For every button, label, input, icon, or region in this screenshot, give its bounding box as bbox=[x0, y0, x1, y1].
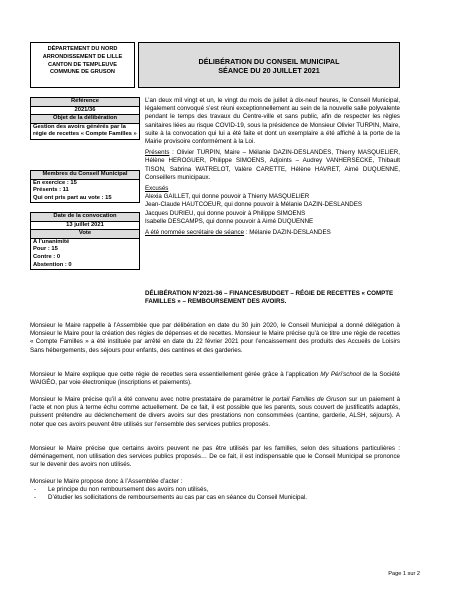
excuse-line: Alexia GAILLET, qui donne pouvoir à Thierry MASQUELIER bbox=[145, 193, 310, 201]
excuses-label: Excusés bbox=[145, 185, 169, 193]
sidebar-membres bbox=[30, 170, 140, 203]
list-item bbox=[30, 494, 400, 502]
excuse-line: Isabelle DESCAMPS, qui donne pouvoir à Aimé DUQUENNE bbox=[145, 217, 314, 225]
convocation-value: 13 juillet 2021 bbox=[30, 222, 140, 231]
list-item-text: D’étudier les sollicitations de remboursements au cas par cas en séance du Conseil Municipal. bbox=[48, 494, 307, 502]
intro-paragraph: L’an deux mil vingt et un, le vingt du mois de juillet à dix-neuf heures, le Conseil Municipal, légalement convoqué s’est réuni exceptionnellement au sein de la nouvelle salle polyvalente pendant le temps des travaux du Centre-ville et sans public, afin de respecter les règles sanitaires liées au risque COVID-19, sous la présidence de Monsieur Olivier TURPIN, Maire, suite à la convocation qui lui a été faite et dont un exemplaire a été affiché à la porte de la Mairie provisoire conformément à la Loi. bbox=[145, 97, 400, 146]
excuses-block bbox=[145, 185, 400, 226]
vote-line: A l’unanimité bbox=[33, 238, 70, 245]
membres-block bbox=[30, 180, 140, 204]
convocation-label: Date de la convocation bbox=[30, 212, 140, 222]
deliberation-title: DÉLIBÉRATION N°2021-36 – FINANCES/BUDGET – RÉGIE DE RECETTES « COMPTE FAMILLES » – REMBOURSEMENT DES AVOIRS. bbox=[145, 290, 394, 306]
sidebar-convocation bbox=[30, 212, 140, 270]
session-details bbox=[145, 97, 400, 240]
presents-label: Présents bbox=[145, 149, 170, 157]
header-line: CANTON DE TEMPLEUVE bbox=[48, 61, 117, 68]
body-paragraph-1: Monsieur le Maire rappelle à l’Assemblée que par délibération en date du 30 juin 2020, le Conseil Municipal a donné délégation à Monsieur le Maire pour la création des régies de dépenses et de recettes. Monsieur le Maire précise qu’à ce titre une régie de recettes « Compte Familles » a été instituée par arrêté en date du 22 février 2021 pour l’encaissement des produits des Accueils de Loisirs Sans hébergements, des séjours pour enfants, des cantines et des garderies. bbox=[30, 322, 400, 354]
header-line: ARRONDISSEMENT DE LILLE bbox=[42, 53, 123, 60]
excuse-line: Jacques DURIEU, qui donne pouvoir à Philippe SIMOENS bbox=[145, 209, 306, 217]
proposal-intro: Monsieur le Maire propose donc à l’Assemblée d’acter : bbox=[30, 478, 183, 485]
page-number: Page 1 sur 2 bbox=[388, 571, 420, 577]
reference-label: Référence bbox=[30, 97, 140, 107]
document-title-box bbox=[138, 42, 400, 88]
administrative-header bbox=[30, 42, 135, 88]
membres-line: Qui ont pris part au vote : 15 bbox=[33, 194, 112, 201]
body-text: Monsieur le Maire précise qu’il a été convenu avec notre prestataire de paramétrer le bbox=[30, 396, 273, 403]
body-text: Monsieur le Maire explique que cette régie de recettes sera essentiellement gérée grâce à l’application bbox=[30, 371, 321, 378]
reference-value: 2021/36 bbox=[30, 107, 140, 116]
list-item-text: Le principe du non remboursement des avoirs non utilisés, bbox=[48, 486, 209, 494]
presents-paragraph bbox=[145, 149, 400, 182]
objet-label: Objet de la délibération bbox=[30, 115, 140, 124]
excuse-line: Jean-Claude HAUTCOEUR, qui donne pouvoir à Mélanie DAZIN-DESLANDES bbox=[145, 201, 362, 209]
document-title: DÉLIBÉRATION DU CONSEIL MUNICIPAL bbox=[198, 57, 340, 66]
header-line: COMMUNE DE GRUSON bbox=[50, 69, 115, 76]
bullet-mark: - bbox=[34, 486, 37, 494]
secretaire-label: A été nommée secrétaire de séance bbox=[145, 229, 245, 237]
portal-name: portail Familles de Gruson bbox=[272, 396, 347, 403]
header-line: DÉPARTEMENT DU NORD bbox=[47, 46, 118, 52]
app-name: My Péri’school bbox=[320, 371, 362, 378]
bullet-mark: - bbox=[34, 494, 37, 502]
secretaire-value: : Mélanie DAZIN-DESLANDES bbox=[244, 229, 331, 237]
body-text: de la Société WAIGÉO, par voie électronique (inscriptions et paiements). bbox=[30, 371, 400, 387]
objet-value: Gestion des avoirs générés par la régie de recettes « Compte Familles » bbox=[30, 124, 140, 140]
sidebar bbox=[30, 97, 140, 140]
presents-text: : Olivier TURPIN, Maire – Mélanie DAZIN-DESLANDES, Thierry MASQUELIER, Hélène HEROGUER, Philippe SIMOENS, Adjoints – Audrey VANHERSECKE, Thibault TISON, Sabrina WATRELOT, Valère CARETTE, Hélène HAVRET, Aimé DUQUENNE, Conseillers municipaux. bbox=[145, 149, 400, 181]
membres-label: Membres du Conseil Municipal bbox=[30, 170, 140, 180]
vote-line: Abstention : 0 bbox=[33, 261, 72, 268]
body-paragraph-5 bbox=[30, 478, 400, 503]
body-paragraph-3 bbox=[30, 396, 400, 429]
body-text: sur un paiement à l’acte et non plus à terme échu comme actuellement. De ce fait, il est possible que les parents, sous couvert de justificatifs adaptés, puissent prétendre au déclenchement de divers avoirs sur des prestations non consommées (cantine, garderie, ALSH, séjours). A noter que ces avoirs peuvent être utilisés sur l’ensemble des services publics proposés. bbox=[30, 396, 401, 428]
vote-line: Contre : 0 bbox=[33, 253, 61, 260]
vote-line: Pour : 15 bbox=[33, 246, 58, 253]
vote-label: Vote bbox=[30, 230, 140, 239]
list-item bbox=[30, 486, 400, 494]
secretaire-paragraph bbox=[145, 229, 400, 237]
session-date: SÉANCE DU 20 JUILLET 2021 bbox=[218, 66, 320, 75]
vote-block bbox=[30, 239, 140, 270]
membres-line: Présents : 11 bbox=[33, 187, 69, 194]
membres-line: En exercice : 15 bbox=[33, 179, 77, 186]
body-paragraph-2 bbox=[30, 371, 400, 387]
body-paragraph-4: Monsieur le Maire précise que certains avoirs peuvent ne pas être utilisés par les familles, selon des situations particulières : déménagement, non utilisation des services publics proposés… De ce fait, il est indispensable que le Conseil Municipal se prononce sur le devenir des avoirs non utilisés. bbox=[30, 445, 400, 469]
